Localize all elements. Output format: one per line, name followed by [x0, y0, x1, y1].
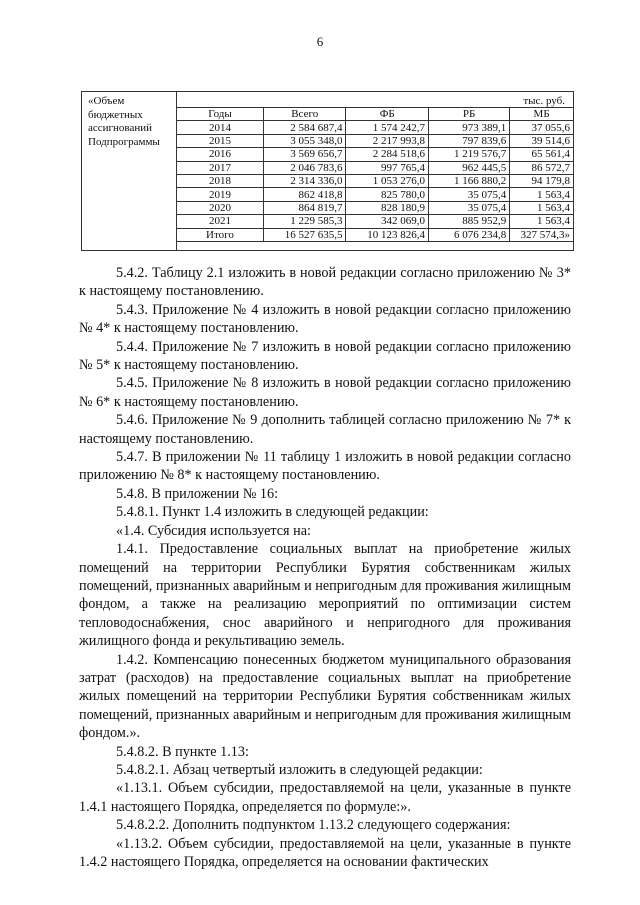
- table-cell: 86 572,7: [510, 161, 574, 174]
- table-cell: 1 053 276,0: [346, 174, 429, 187]
- table-cell: 37 055,6: [510, 121, 574, 134]
- table-cell: 828 180,9: [346, 201, 429, 214]
- table-cell: 1 563,4: [510, 201, 574, 214]
- table-row: [177, 121, 574, 134]
- table-row: [177, 134, 574, 147]
- table-cell: 94 179,8: [510, 174, 574, 187]
- table-cell: 973 389,1: [428, 121, 509, 134]
- table-cell: 997 765,4: [346, 161, 429, 174]
- paragraph: 1.4.2. Компенсацию понесенных бюджетом муниципального образования затрат (расходов) на предоставление социальных выплат на приобретение жилых помещений на территории Республики Бурятия собственникам жилых помещений, признанных аварийным и непригодным для проживания жилищным фондом.».: [79, 651, 571, 742]
- table-cell: 1 563,4: [510, 215, 574, 228]
- table-cell: 2 217 993,8: [346, 134, 429, 147]
- paragraph: 5.4.8.2. В пункте 1.13:: [116, 743, 249, 760]
- header-rb: РБ: [428, 108, 509, 121]
- budget-label-line: ассигнований: [88, 122, 153, 134]
- table-cell: 2019: [177, 188, 264, 201]
- table-cell: 35 075,4: [428, 201, 509, 214]
- table-header-row: [177, 108, 574, 121]
- table-cell: 2020: [177, 201, 264, 214]
- paragraph: 5.4.5. Приложение № 8 изложить в новой редакции согласно приложению № 6* к настоящему постановлению.: [79, 375, 571, 410]
- header-fb: ФБ: [346, 108, 429, 121]
- table-cell: 16 527 635,5: [263, 228, 346, 241]
- table-row: [177, 228, 574, 241]
- table-row: [177, 148, 574, 161]
- table-cell: 1 219 576,7: [428, 148, 509, 161]
- table-cell: 2 046 783,6: [263, 161, 346, 174]
- budget-table: [81, 91, 574, 251]
- table-cell: 10 123 826,4: [346, 228, 429, 241]
- units-label: тыс. руб.: [523, 95, 565, 107]
- paragraph: 5.4.7. В приложении № 11 таблицу 1 изложить в новой редакции согласно приложению № 8* к настоящему постановлению.: [79, 449, 571, 484]
- header-years: Годы: [177, 108, 264, 121]
- page-number: 6: [316, 34, 324, 49]
- table-cell: 35 075,4: [428, 188, 509, 201]
- table-cell: 3 569 656,7: [263, 148, 346, 161]
- table-cell: 6 076 234,8: [428, 228, 509, 241]
- table-cell: 1 563,4: [510, 188, 574, 201]
- budget-label-line: бюджетных: [88, 108, 143, 121]
- table-cell: 1 229 585,3: [263, 215, 346, 228]
- header-total: Всего: [263, 108, 346, 121]
- table-cell: 1 574 242,7: [346, 121, 429, 134]
- budget-label-line: «Объем: [88, 95, 125, 107]
- paragraph: 5.4.3. Приложение № 4 изложить в новой редакции согласно приложению № 4* к настоящему постановлению.: [79, 301, 571, 337]
- paragraph: «1.13.1. Объем субсидии, предоставляемой на цели, указанные в пункте 1.4.1 настоящего Порядка, определяется по формуле:».: [79, 780, 571, 815]
- paragraph: 5.4.8.2.2. Дополнить подпунктом 1.13.2 следующего содержания:: [116, 817, 511, 834]
- header-mb: МБ: [510, 108, 574, 121]
- table-row: [177, 201, 574, 214]
- table-cell: Итого: [177, 228, 264, 241]
- table-cell: 2 584 687,4: [263, 121, 346, 134]
- table-cell: 825 780,0: [346, 188, 429, 201]
- paragraph: «1.4. Субсидия используется на:: [116, 522, 311, 539]
- table-cell: 864 819,7: [263, 201, 346, 214]
- table-cell: 1 166 880,2: [428, 174, 509, 187]
- table-cell: 2018: [177, 174, 264, 187]
- table-cell: 862 418,8: [263, 188, 346, 201]
- paragraph: 5.4.4. Приложение № 7 изложить в новой редакции согласно приложению № 5* к настоящему постановлению.: [79, 338, 571, 374]
- table-cell: 65 561,4: [510, 148, 574, 161]
- document-body: [79, 264, 571, 871]
- table-cell: 962 445,5: [428, 161, 509, 174]
- paragraph: «1.13.2. Объем субсидии, предоставляемой на цели, указанные в пункте 1.4.2 настоящего Порядка, определяется на основании фактических: [79, 835, 571, 870]
- table-cell: 2015: [177, 134, 264, 147]
- table-row: [177, 174, 574, 187]
- table-cell: 797 839,6: [428, 134, 509, 147]
- paragraph: 1.4.1. Предоставление социальных выплат на приобретение жилых помещений на территории Республики Бурятия собственникам жилых помещений, признанных аварийным и непригодным для проживания жилищным фондом, а также на реализацию мероприятий по оптимизации систем тепловодоснабжения, снос аварийного и непригодного для проживания жилищного фонда и рекультивацию земель.: [79, 541, 571, 650]
- table-row: [177, 188, 574, 201]
- table-cell: 2014: [177, 121, 264, 134]
- table-cell: 3 055 348,0: [263, 134, 346, 147]
- table-cell: 2017: [177, 161, 264, 174]
- paragraph: 5.4.6. Приложение № 9 дополнить таблицей согласно приложению № 7* к настоящему постановлению.: [79, 412, 571, 447]
- paragraph: 5.4.8. В приложении № 16:: [116, 485, 279, 502]
- budget-table-label: [88, 95, 174, 149]
- table-cell: 2 284 518,6: [346, 148, 429, 161]
- table-cell: 2 314 336,0: [263, 174, 346, 187]
- paragraph: 5.4.8.2.1. Абзац четвертый изложить в следующей редакции:: [116, 761, 483, 778]
- table-row: [177, 215, 574, 228]
- paragraph: 5.4.2. Таблицу 2.1 изложить в новой редакции согласно приложению № 3* к настоящему постановлению.: [79, 265, 571, 300]
- budget-label-line: Подпрограммы: [88, 135, 160, 148]
- table-body: [177, 121, 574, 242]
- table-cell: 2016: [177, 148, 264, 161]
- table-cell: 327 574,3»: [510, 228, 574, 241]
- table-row: [177, 161, 574, 174]
- table-cell: 885 952,9: [428, 215, 509, 228]
- paragraph: 5.4.8.1. Пункт 1.4 изложить в следующей редакции:: [116, 504, 429, 521]
- table-cell: 342 069,0: [346, 215, 429, 228]
- financing-table: [176, 107, 574, 242]
- table-cell: 2021: [177, 215, 264, 228]
- table-cell: 39 514,6: [510, 134, 574, 147]
